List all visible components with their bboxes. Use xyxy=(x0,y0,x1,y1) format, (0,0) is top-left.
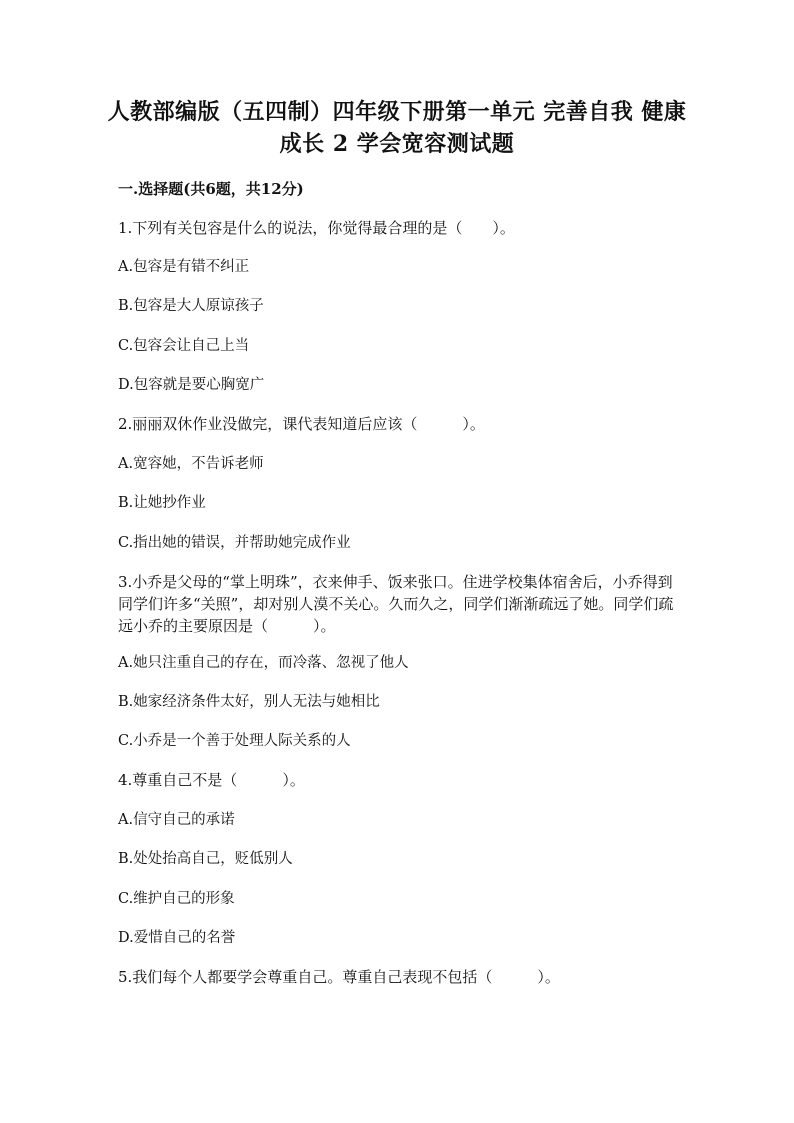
option-a: A.包容是有错不纠正 xyxy=(118,259,250,275)
option-c: C.指出她的错误，并帮助她完成作业 xyxy=(118,535,351,551)
option-d: D.包容就是要心胸宽广 xyxy=(118,377,265,393)
option-d: D.爱惜自己的名誉 xyxy=(118,930,236,946)
document-title: 人教部编版（五四制）四年级下册第一单元 完善自我 健康成长 2 学会宽容测试题 xyxy=(107,99,687,157)
option-b: B.处处抬高自己，贬低别人 xyxy=(118,851,293,867)
question-stem: 1.下列有关包容是什么的说法，你觉得最合理的是（ ）。 xyxy=(118,219,515,237)
option-a: A.信守自己的承诺 xyxy=(118,812,235,828)
section-heading: 一.选择题(共6题，共12分) xyxy=(118,180,304,198)
option-b: B.让她抄作业 xyxy=(118,495,206,511)
question-stem: 4.尊重自己不是（ ）。 xyxy=(118,771,305,789)
option-a: A.她只注重自己的存在，而冷落、忽视了他人 xyxy=(118,655,409,671)
option-a: A.宽容她，不告诉老师 xyxy=(118,456,264,472)
question-stem: 3.小乔是父母的“掌上明珠”，衣来伸手、饭来张口。住进学校集体宿舍后，小乔得到同学们许多“关照”，却对别人漠不关心。久而久之，同学们渐渐疏远了她。同学们疏远小乔的主要原因是（ ）。 xyxy=(118,573,674,635)
question-stem: 5.我们每个人都要学会尊重自己。尊重自己表现不包括（ ）。 xyxy=(118,968,560,986)
option-c: C.小乔是一个善于处理人际关系的人 xyxy=(118,733,351,749)
option-b: B.她家经济条件太好，别人无法与她相比 xyxy=(118,694,380,710)
question-stem: 2.丽丽双休作业没做完，课代表知道后应该（ ）。 xyxy=(118,415,485,433)
option-c: C.维护自己的形象 xyxy=(118,891,235,907)
option-b: B.包容是大人原谅孩子 xyxy=(118,298,264,314)
option-c: C.包容会让自己上当 xyxy=(118,338,250,354)
